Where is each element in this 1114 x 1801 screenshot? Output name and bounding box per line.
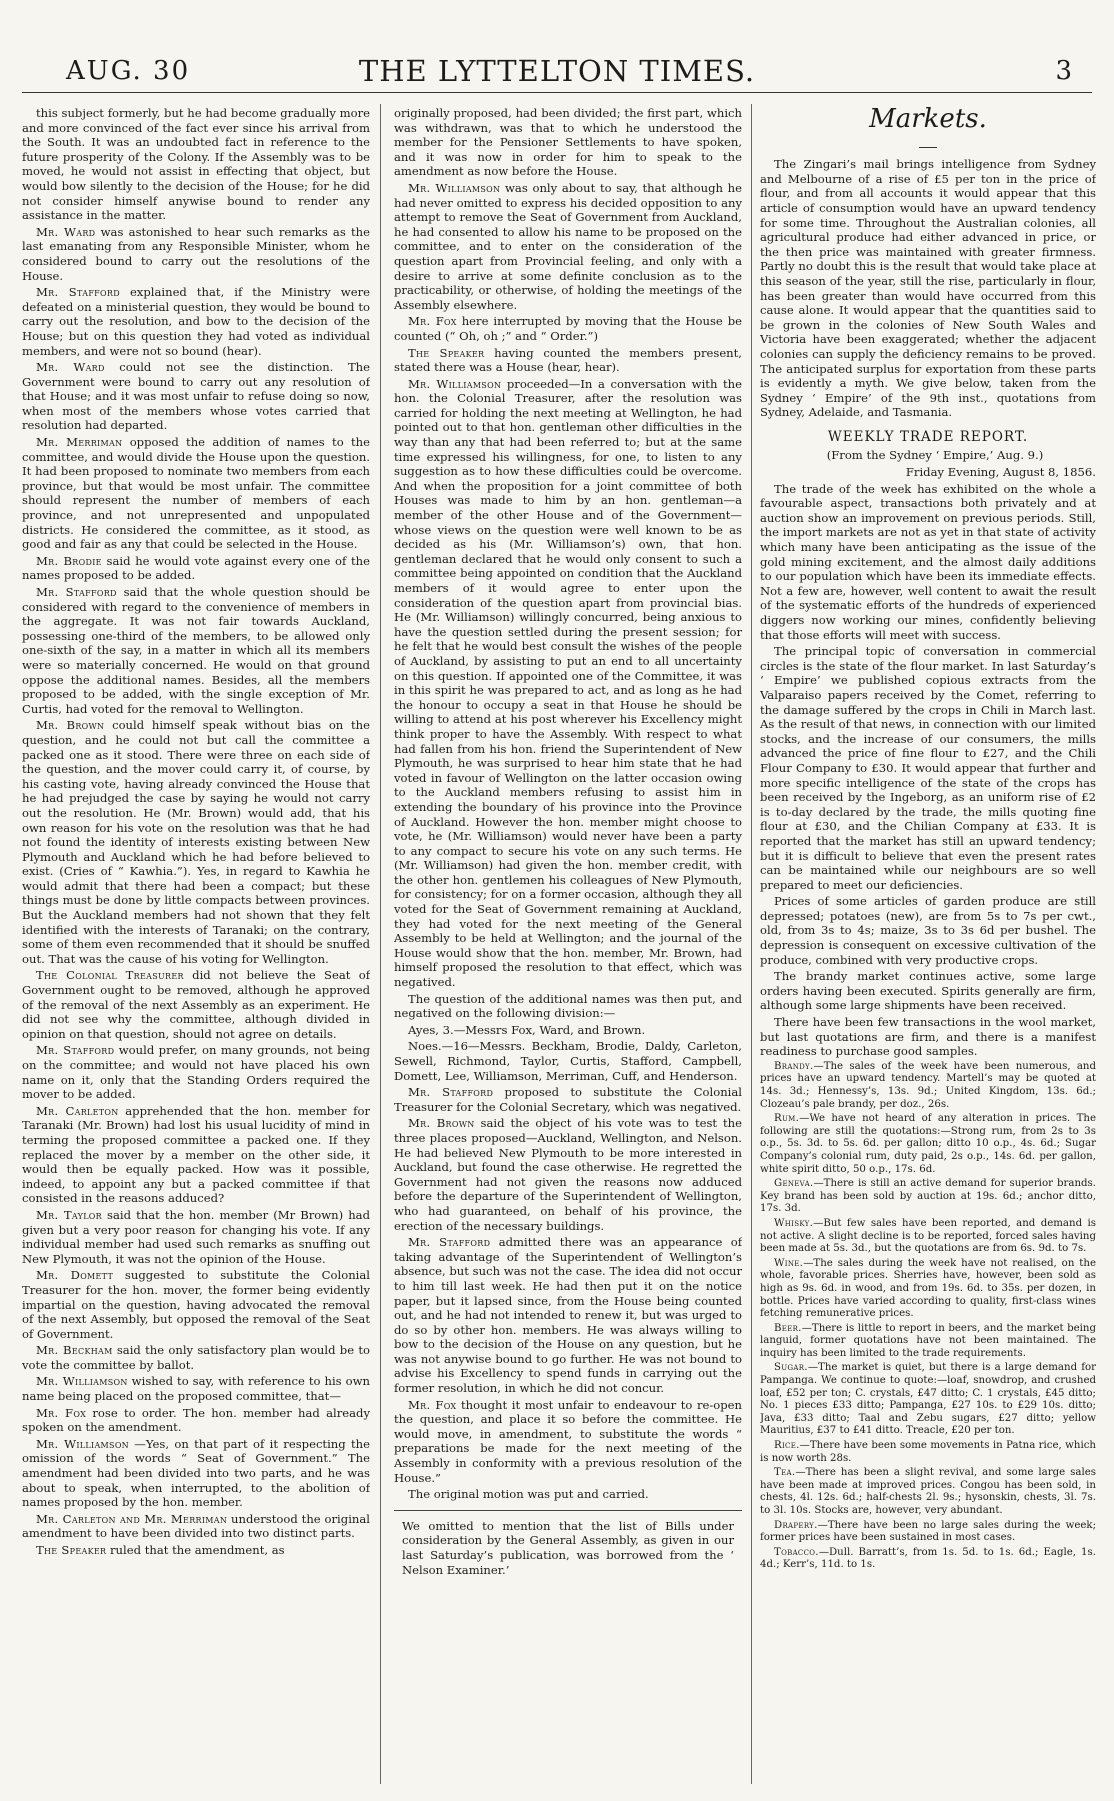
newspaper-title: THE LYTTELTON TIMES. — [358, 54, 756, 88]
commodity-quote: Geneva.—There is still an active demand for superior brands. Key brand has been sold by auction at 19s. 6d.; anchor ditto, 17s. 3d. — [760, 1178, 1096, 1215]
trade-report-paragraph: The trade of the week has exhibited on the whole a favourable aspect, transactions both privately and at auction show an improvement on previous periods. Still, the import markets are not as yet in that state of activity which many have been anticipating as the issue of the gold mining excitement, and the almost daily additions to our population which have been its immediate effects. Not a few are, however, well content to await the result of the systematic efforts of the hundreds of experienced diggers now working our mines, confidently believing that those efforts will meet with success. — [760, 481, 1096, 642]
commodity-quote: Whisky.—But few sales have been reported, and demand is not active. A slight decline is to be reported, forced sales having been made at 5s. 3d., but the quotations are from 6s. 9d. to 7s. — [760, 1217, 1096, 1255]
paragraph: Mr. Stafford admitted there was an appearance of taking advantage of the Superintendent of Wellington’s absence, but such was not the case. The idea did not occur to him till last week. He had then put it on the notice paper, but it lapsed since, from the House being counted out, and he had not intended to renew it, but was urged to do so by other hon. members. He was always willing to bow to the decision of the House on any question, but he was not anywise bound to go further. He was not bound to advise his Excellency to spend funds in carrying out the former resolution, in which he did not concur. — [394, 1235, 742, 1396]
paragraph: Mr. Brown said the object of his vote was to test the three places proposed—Auckland, Wellington, and Nelson. He had believed New Plymouth to be more interested in Auckland, but found the case otherwise. He regretted the Government had not given the reasons now adduced before the departure of the Superintendent of Wellington, who had guaranteed, on behalf of his province, the erection of the necessary buildings. — [394, 1116, 742, 1233]
commodity-label: Beer. — [774, 1322, 802, 1334]
speaker-name: Mr. Fox — [408, 1397, 457, 1412]
commodity-label: Brandy. — [774, 1060, 814, 1072]
speaker-name: Mr. Brodie — [36, 553, 102, 568]
column-parliament-report — [22, 106, 370, 1784]
commodity-quote: Tea.—There has been a slight revival, and some large sales have been made at improved prices. Congou has been sold, in chests, 4l. 12s. 6d.; half-chests 2l. 9s.; hysonskin, chests, 3l. 7s. to 3l. 10s. Stocks are, however, very abundant. — [760, 1467, 1096, 1516]
paragraph: Mr. Carleton and Mr. Merriman understood the original amendment to have been divided into two distinct parts. — [22, 1511, 370, 1541]
paragraph: The Speaker ruled that the amendment, as — [36, 1543, 285, 1557]
paragraph: Mr. Williamson proceeded—In a conversation with the hon. the Colonial Treasurer, after the resolution was carried for holding the next meeting at Wellington, he had pointed out to that hon. gentleman other difficulties in the way than any that had been referred to; but at the same time expressed his willingness, for one, to listen to any suggestion as to how these difficulties could be overcome. And when the proposition for a joint committee of both Houses was made to him by an hon. gentleman—a member of the other House and of the Government—whose views on the question were well known to be as decided as his (Mr. Williamson’s) own, that hon. gentleman declared that he would only consent to such a committee being appointed on condition that the Auckland members of it would agree to enter upon the consideration of the question apart from provincial bias. He (Mr. Williamson) willingly concurred, being anxious to have the question settled during the present session; for he felt that he would best consult the wishes of the people of Auckland, by assisting to put an end to all uncertainty on this question. If appointed one of the Committee, it was in this spirit he was prepared to act, and as long as he had the honour to occupy a seat in that House he should be willing to attend at his post wherever his Excellency might think proper to have the Assembly. With respect to what had fallen from his hon. friend the Superintendent of New Plymouth, he was surprised to hear him state that he had voted in favour of Wellington on the latter occasion owing to the Auckland members refusing to assist him in extending the boundary of his province into the Province of Auckland. However the hon. member might choose to vote, he (Mr. Williamson) would never have been a party to any compact to secure his vote on any such terms. He (Mr. Williamson) had given the hon. member credit, with the other hon. gentlemen his colleagues of New Plymouth, for consistency; for on a former occasion, although they all voted for the Seat of Government remaining at Auckland, they had voted for the next meeting of the General Assembly to be held at Wellington; and the journal of the House would show that the hon. member, Mr. Brown, had himself proposed the resolution to that effect, which was negatived. — [394, 376, 742, 990]
trade-report-paragraph: There have been few transactions in the wool market, but last quotations are firm, and there is a manifest readiness to purchase good samples. — [760, 1015, 1096, 1059]
heading-dash — [760, 137, 1096, 152]
paragraph: Mr. Domett suggested to substitute the Colonial Treasurer for the hon. mover, the former being evidently impartial on the question, having advocated the removal of the next Assembly, but opposed the removal of the Seat of Government. — [22, 1268, 370, 1341]
speaker-name: Mr. Stafford — [36, 1043, 115, 1058]
speaker-name: Mr. Merriman — [36, 435, 123, 450]
paragraph: Mr. Carleton apprehended that the hon. member for Taranaki (Mr. Brown) had lost his usual lucidity of mind in terming the proposed committee a packed one. If they replaced the mover by a member on the other side, it would then be equally packed. How was it possible, indeed, to appoint any but a packed committee if that consisted in the reasons adduced? — [22, 1103, 370, 1206]
commodity-label: Tobacco. — [774, 1546, 819, 1558]
commodity-label: Drapery. — [774, 1519, 818, 1531]
column-parliament-report-continued — [394, 106, 742, 1784]
paragraph: Mr. Brodie said he would vote against every one of the names proposed to be added. — [22, 553, 370, 583]
divider — [394, 1510, 742, 1511]
speaker-name: Mr. Fox — [408, 314, 457, 329]
paragraph: Mr. Williamson was only about to say, that although he had never omitted to express his decided opposition to any attempt to remove the Seat of Government from Auckland, he had consented to allow his name to be proposed on the committee, and to enter on the consideration of the question apart from Provincial feeling, and only with a desire to arrive at some definite conclusion as to the practicability, or otherwise, of holding the meetings of the Assembly elsewhere. — [394, 180, 742, 312]
speaker-name: The Speaker — [408, 345, 485, 360]
markets-intro-paragraph: The Zingari’s mail brings intelligence from Sydney and Melbourne of a rise of £5 per ton in the price of flour, and from all accounts it would appear that this article of consumption would have an upward tendency for some time. Throughout the Australian colonies, all agricultural produce had either advanced in price, or the then price was maintained with greater firmness. Partly no doubt this is the result that would take place at this season of the year, still the rise, particularly in flour, has been greater than would have occurred from this cause alone. It would appear that the quantities said to be grown in the colonies of New South Wales and Victoria have been exaggerated; whether the adjacent colonies can supply the deficiency remains to be proved. The anticipated surplus for exportation from these parts is evidently a myth. We give below, taken from the Sydney ‘ Empire’ of the 9th inst., quotations from Sydney, Adelaide, and Tasmania. — [760, 157, 1096, 420]
speaker-name: Mr. Brown — [408, 1116, 475, 1131]
commodity-quote: Tobacco.—Dull. Barratt’s, from 1s. 5d. to 1s. 6d.; Eagle, 1s. 4d.; Kerr’s, 11d. to 1s. — [760, 1546, 1096, 1571]
paragraph: Mr. Fox thought it most unfair to endeavour to re-open the question, and place it so before the committee. He would move, in amendment, to substitute the words “ preparations be made for the next meeting of the Assembly in conformity with a previous resolution of the House.” — [394, 1397, 742, 1485]
trade-report-paragraph: The principal topic of conversation in commercial circles is the state of the flour market. In last Saturday’s ‘ Empire’ we published copious extracts from the Valparaiso papers received by the Comet, referring to the damage suffered by the crops in Chili in March last. As the result of that news, in connection with our limited stocks, and the increase of our consumers, the mills advanced the price of fine flour to £27, and the Chili Flour Company to £30. It would appear that further and more specific intelligence of the state of the crops has been received by the Ingeborg, as an uniform rise of £2 is to-day declared by the trade, the mills quoting fine flour at £30, and the Chilian Company at £33. It is reported that the market has still an upward tendency; but it is difficult to believe that even the present rates can be maintained while our neighbours are so well prepared to meet our deficiencies. — [760, 644, 1096, 892]
commodity-quote: Brandy.—The sales of the week have been numerous, and prices have an upward tendency. Martell’s may be quoted at 14s. 3d.; Hennessy’s, 13s. 9d.; United Kingdom, 13s. 6d.; Clozeau’s pale brandy, per doz., 26s. — [760, 1060, 1096, 1110]
column-rule — [751, 104, 752, 1784]
speaker-name: Mr. Carleton and Mr. Merriman — [36, 1511, 228, 1526]
commodity-label: Sugar. — [774, 1362, 808, 1374]
commodity-quote: Rice.—There have been some movements in Patna rice, which is now worth 28s. — [760, 1440, 1096, 1464]
commodity-quote: Beer.—There is little to report in beers, and the market being languid, former quotations have not been maintained. The inquiry has been limited to the trade requirements. — [760, 1322, 1096, 1359]
paragraph: Mr. Ward could not see the distinction. The Government were bound to carry out any resolution of that House; and it was most unfair to refuse doing so now, when most of the members whose votes carried that resolution had departed. — [22, 360, 370, 433]
paragraph: Mr. Stafford proposed to substitute the Colonial Treasurer for the Colonial Secretary, which was negatived. — [394, 1085, 742, 1114]
speaker-name: Mr. Ward — [36, 360, 105, 375]
paragraph: Mr. Fox rose to order. The hon. member had already spoken on the amendment. — [22, 1405, 370, 1435]
trade-report-paragraph: The brandy market continues active, some large orders having been executed. Spirits generally are firm, although some large shipments have been received. — [760, 969, 1096, 1013]
speaker-name: Mr. Taylor — [36, 1207, 102, 1222]
paragraph: Mr. Brown could himself speak without bias on the question, and he could not but call the committee a packed one as it stood. There were three on each side of the question, and the mover could carry it, of course, by his casting vote, having already convinced the House that he had prejudged the case by saying he would not carry out the resolution. He (Mr. Brown) would add, that his own reason for his vote on the resolution was that he had not found the identity of interests existing between New Plymouth and Auckland which he had before believed to exist. (Cries of “ Kawhia.”). Yes, in regard to Kawhia he would admit that there had been a compact; but these things must be done by little compacts between provinces. But the Auckland members had not shown that they felt identified with the interests of Taranaki; on the contrary, some of them even recommended that it should be snuffed out. That was the cause of his voting for Wellington. — [22, 718, 370, 966]
speaker-name: Mr. Stafford — [408, 1235, 491, 1250]
speaker-name: Mr. Domett — [36, 1268, 114, 1283]
paragraph: Mr. Williamson —Yes, on that part of it respecting the omission of the words “ Seat of Government.” The amendment had been divided into two parts, and he was about to speak, when interrupted, to the abolition of names proposed by the hon. member. — [22, 1436, 370, 1510]
paragraph: Mr. Stafford said that the whole question should be considered with regard to the convenience of members in the aggregate. It was not fair towards Auckland, possessing one-third of the members, to be allowed only one-sixth of the say, in a matter in which all its members were so materially concerned. He would on that ground oppose the additional names. Besides, all the members proposed to be added, with the single exception of Mr. Curtis, had voted for the removal to Wellington. — [22, 585, 370, 716]
speaker-name: The Speaker — [36, 1543, 107, 1557]
masthead — [22, 52, 1092, 93]
commodity-quote: Rum.—We have not heard of any alteration in prices. The following are still the quotations:—Strong rum, from 2s to 3s o.p., 5s. 3d. to 5s. 6d. per gallon; ditto 10 o.p., 4s. 6d.; Sugar Company’s colonial rum, duty paid, 2s o.p., 14s. 6d. per gallon, white spirit ditto, 50 o.p., 17s. 6d. — [760, 1113, 1096, 1175]
column-markets — [760, 106, 1096, 1784]
paragraph: The Speaker having counted the members present, stated there was a House (hear, hear). — [394, 345, 742, 375]
paragraph: Noes.—16—Messrs. Beckham, Brodie, Daldy, Carleton, Sewell, Richmond, Taylor, Curtis, Stafford, Campbell, Domett, Lee, Williamson, Merriman, Cuff, and Henderson. — [394, 1039, 742, 1083]
speaker-name: Mr. Williamson — [36, 1374, 128, 1389]
paragraph: The question of the additional names was then put, and negatived on the following division:— — [394, 991, 742, 1021]
trade-report-title: WEEKLY TRADE REPORT. — [827, 428, 1029, 445]
commodity-quote: Sugar.—The market is quiet, but there is a large demand for Pampanga. We continue to quote:—loaf, snowdrop, and crushed loaf, £52 per ton; C. crystals, £47 ditto; C. 1 crystals, £45 ditto; No. 1 pieces £33 ditto; Pampanga, £27 10s. to £29 10s. ditto; Java, £33 ditto; Taal and Zebu sugars, £27 ditto; yellow Mauritius, £37 to £41 ditto. Treacle, £20 per ton. — [760, 1362, 1096, 1437]
trade-report-source: (From the Sydney ‘ Empire,’ Aug. 9.) — [826, 448, 1044, 463]
speaker-name: Mr. Fox — [36, 1405, 87, 1420]
commodity-label: Geneva. — [774, 1178, 814, 1190]
paragraph: The original motion was put and carried. — [408, 1487, 649, 1502]
speaker-name: Mr. Stafford — [36, 285, 120, 300]
paragraph: Mr. Williamson wished to say, with reference to his own name being placed on the proposed committee, that— — [22, 1374, 370, 1404]
commodity-quote: Wine.—The sales during the week have not realised, on the whole, favorable prices. Sherries have, however, been sold as high as 9s. 6d. in wood, and from 19s. 6d. to 35s. per dozen, in bottle. Prices have varied according to quality, first-class wines fetching remunerative prices. — [760, 1257, 1096, 1320]
paragraph: Mr. Stafford would prefer, on many grounds, not being on the committee; and would not have placed his own name on it, only that the Standing Orders required the mover to be added. — [22, 1043, 370, 1102]
speaker-name: Mr. Carleton — [36, 1103, 119, 1118]
speaker-name: The Colonial Treasurer — [36, 968, 184, 983]
speaker-name: Mr. Williamson — [408, 180, 501, 195]
paragraph: this subject formerly, but he had become gradually more and more convinced of the fact ever since his arrival from the South. It was an undoubted fact in reference to the future prosperity of the Colony. If the Assembly was to be moved, he would not assist in effecting that object, but would bow silently to the decision of the House; for he did not consider himself anywise bound to render any assistance in the matter. — [22, 106, 370, 223]
page-number: 3 — [1055, 56, 1072, 86]
trade-report-paragraph: Prices of some articles of garden produce are still depressed; potatoes (new), are from 5s to 7s per cwt., old, from 3s to 4s; maize, 3s to 3s 6d per bushel. The depression is consequent on excessive cultivation of the produce, combined with very productive crops. — [760, 894, 1096, 967]
commodity-label: Tea. — [774, 1467, 796, 1479]
speaker-name: Mr. Stafford — [36, 585, 117, 599]
paragraph: Mr. Beckham said the only satisfactory plan would be to vote the committee by ballot. — [22, 1343, 370, 1372]
commodity-label: Rice. — [774, 1440, 800, 1452]
paragraph: Ayes, 3.—Messrs Fox, Ward, and Brown. — [408, 1022, 646, 1037]
editorial-notice: We omitted to mention that the list of Bills under consideration by the General Assembly, as given in our last Saturday’s publication, was borrowed from the ‘ Nelson Examiner.’ — [402, 1518, 734, 1577]
paragraph: Mr. Fox here interrupted by moving that the House be counted (“ Oh, oh ;” and “ Order.”) — [394, 314, 742, 343]
paragraph: Mr. Merriman opposed the addition of names to the committee, and would divide the House upon the question. It had been proposed to nominate two members from each province, but that would be most unfair. The committee should represent the number of members of each province, and not unrepresented and unpopulated districts. He considered the committee, as it stood, as good and fair as any that could be selected in the House. — [22, 435, 370, 552]
speaker-name: Mr. Williamson — [408, 376, 502, 391]
commodity-label: Rum. — [774, 1113, 800, 1125]
paragraph: Mr. Ward was astonished to hear such remarks as the last emanating from any Responsible Minister, whom he considered bound to carry out the resolutions of the House. — [22, 224, 370, 283]
commodity-label: Whisky. — [774, 1217, 814, 1229]
paragraph: Mr. Stafford explained that, if the Ministry were defeated on a ministerial question, they would be bound to carry out the resolution, and bow to the decision of the House; but on this question they had voted as individual members, and were not so bound (hear). — [22, 285, 370, 358]
trade-report-date: Friday Evening, August 8, 1856. — [905, 465, 1096, 480]
commodity-quote: Drapery.—There have been no large sales during the week; former prices have been sustained in most cases. — [760, 1519, 1096, 1544]
markets-heading: Markets. — [869, 106, 987, 134]
speaker-name: Mr. Stafford — [408, 1085, 494, 1100]
paragraph: originally proposed, had been divided; the first part, which was withdrawn, was that to which he understood the member for the Pensioner Settlements to have spoken, and it was now in order for him to speak to the amendment as now before the House. — [394, 106, 742, 179]
speaker-name: Mr. Beckham — [36, 1343, 113, 1358]
issue-date: AUG. 30 — [66, 56, 191, 86]
commodity-label: Wine. — [774, 1257, 804, 1269]
speaker-name: Mr. Ward — [36, 224, 96, 239]
paragraph: Mr. Taylor said that the hon. member (Mr Brown) had given but a very poor reason for changing his vote. If any individual member had used such remarks as snuffing out New Plymouth, it was not the opinion of the House. — [22, 1207, 370, 1266]
paragraph: The Colonial Treasurer did not believe the Seat of Government ought to be removed, although he approved of the removal of the next Assembly as an experiment. He did not see why the committee, although divided in opinion on that question, should not agree on details. — [22, 968, 370, 1041]
speaker-name: Mr. Brown — [36, 718, 105, 733]
speaker-name: Mr. Williamson — [36, 1436, 129, 1451]
column-rule — [380, 104, 381, 1784]
